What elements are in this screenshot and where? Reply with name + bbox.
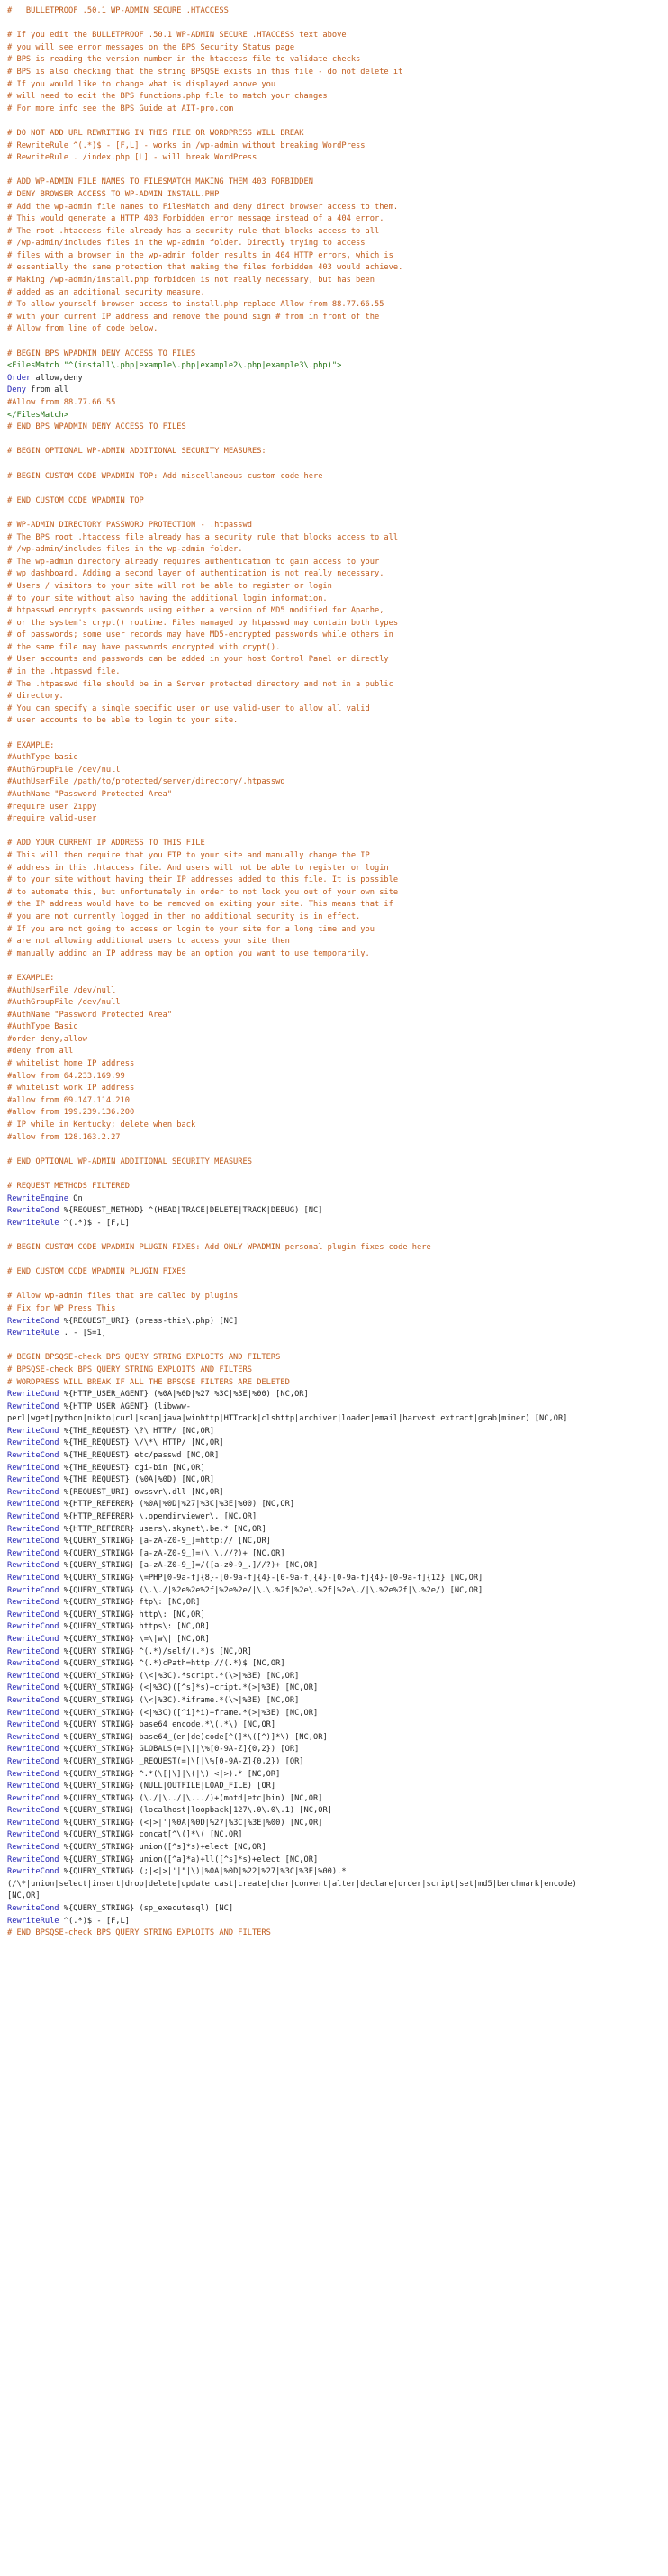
directive-line xyxy=(7,1744,661,1756)
comment-line: # END CUSTOM CODE WPADMIN TOP xyxy=(7,495,144,505)
directive-value: %{THE_REQUEST} \/\*\ HTTP/ [NC,OR] xyxy=(59,1438,224,1448)
comment-line: # added as an additional security measure. xyxy=(7,287,205,297)
blank-line xyxy=(7,115,661,128)
directive-line xyxy=(7,1646,661,1659)
directive-line xyxy=(7,1621,661,1634)
comment-line: #AuthName "Password Protected Area" xyxy=(7,790,173,799)
directive-value: %{QUERY_STRING} [a-zA-Z0-9_]=http:// [NC,OR] xyxy=(59,1537,271,1547)
blank-line xyxy=(7,1279,661,1292)
blank-line xyxy=(7,18,661,31)
comment-line: # IP while in Kentucky; delete when back xyxy=(7,1120,196,1130)
continuation-line: (/\*|union|select|insert|drop|delete|update|cast|create|char|convert|alter|declare|order|script|set|md5|benchmark|encode) xyxy=(7,1879,577,1889)
blank-line xyxy=(7,336,661,349)
blank-line xyxy=(7,960,661,973)
comment-line: # with your current IP address and remove the pound sign # from in front of the xyxy=(7,312,380,322)
directive-keyword: RewriteCond xyxy=(7,1537,59,1547)
directive-line xyxy=(7,1866,661,1879)
directive-line xyxy=(7,1719,661,1732)
directive-line xyxy=(7,1463,661,1475)
blank-line xyxy=(7,165,661,177)
directive-keyword: RewriteCond xyxy=(7,1426,59,1436)
directive-value: %{QUERY_STRING} (<|>|'|%0A|%0D|%27|%3C|%3E|%00) [NC,OR] xyxy=(59,1818,323,1828)
directive-keyword: RewriteCond xyxy=(7,1206,59,1216)
comment-line: #AuthUserFile /path/to/protected/server/directory/.htpasswd xyxy=(7,777,285,787)
comment-line: # User accounts and passwords can be added in your host Control Panel or directly xyxy=(7,655,389,665)
comment-line: # ADD WP-ADMIN FILE NAMES TO FILESMATCH MAKING THEM 403 FORBIDDEN xyxy=(7,177,313,187)
directive-line xyxy=(7,1205,661,1218)
comment-line: # /wp-admin/includes files in the wp-admin folder. Directly trying to access xyxy=(7,239,366,249)
blank-line xyxy=(7,1144,661,1156)
directive-keyword: RewriteCond xyxy=(7,1610,59,1619)
comment-line: # END BPSQSE-check BPS QUERY STRING EXPLOITS AND FILTERS xyxy=(7,1928,271,1938)
comment-line: # BPS is reading the version number in the htaccess file to validate checks xyxy=(7,55,361,65)
directive-keyword: RewriteCond xyxy=(7,1598,59,1608)
directive-line xyxy=(7,1842,661,1855)
directive-value: %{THE_REQUEST} etc/passwd [NC,OR] xyxy=(59,1451,220,1461)
directive-line xyxy=(7,1560,661,1573)
comment-line: # user accounts to be able to login to your site. xyxy=(7,716,239,726)
blank-line xyxy=(7,728,661,740)
comment-line: # BEGIN OPTIONAL WP-ADMIN ADDITIONAL SECURITY MEASURES: xyxy=(7,447,266,457)
comment-line: # BPS is also checking that the string BPSQSE exists in this file - do not delete it xyxy=(7,67,403,77)
directive-keyword: RewriteCond xyxy=(7,1904,59,1914)
blank-line xyxy=(7,458,661,471)
directive-keyword: RewriteCond xyxy=(7,1806,59,1816)
directive-line xyxy=(7,1426,661,1438)
directive-value: from all xyxy=(25,385,68,395)
comment-line: # BULLETPROOF .50.1 WP-ADMIN SECURE .HTACCESS xyxy=(7,6,229,15)
directive-keyword: RewriteCond xyxy=(7,1646,59,1656)
comment-line: # files with a browser in the wp-admin folder results in 404 HTTP errors, which is xyxy=(7,250,393,260)
comment-line: # END OPTIONAL WP-ADMIN ADDITIONAL SECURITY MEASURES xyxy=(7,1156,252,1166)
directive-value: %{QUERY_STRING} (<|%3C)([^s]*s)+cript.*(>|%3E) [NC,OR] xyxy=(59,1683,319,1693)
comment-line: # /wp-admin/includes files in the wp-admin folder. xyxy=(7,545,243,555)
directive-line xyxy=(7,1218,661,1230)
comment-line: # EXAMPLE: xyxy=(7,973,55,983)
directive-value: %{QUERY_STRING} \=\|w\| [NC,OR] xyxy=(59,1634,210,1644)
directive-value: %{QUERY_STRING} (;|<|>|'|"|\)|%0A|%0D|%22|%27|%3C|%3E|%00).* xyxy=(59,1867,347,1877)
directive-value: allow,deny xyxy=(31,373,83,383)
directive-line xyxy=(7,1658,661,1671)
comment-line: # If you are not going to access or login to your site for a long time and you xyxy=(7,924,375,934)
directive-value: %{HTTP_REFERER} (%0A|%0D|%27|%3C|%3E|%00) [NC,OR] xyxy=(59,1500,295,1510)
comment-line: # wp dashboard. Adding a second layer of authentication is not really necessary. xyxy=(7,569,384,579)
directive-keyword: RewriteCond xyxy=(7,1843,59,1853)
directive-line xyxy=(7,385,661,397)
comment-line: # to your site without also having the additional login information. xyxy=(7,594,328,603)
comment-line: # Allow wp-admin files that are called by plugins xyxy=(7,1292,239,1302)
directive-value: %{QUERY_STRING} ftp\: [NC,OR] xyxy=(59,1598,201,1608)
directive-value: %{HTTP_REFERER} \.opendirviewer\. [NC,OR] xyxy=(59,1512,257,1522)
directive-value: %{QUERY_STRING} (localhost|loopback|127\.0\.0\.1) [NC,OR] xyxy=(59,1806,332,1816)
comment-line: # RewriteRule ^(.*)$ - [F,L] - works in /wp-admin without breaking WordPress xyxy=(7,141,366,150)
comment-line: # END CUSTOM CODE WPADMIN PLUGIN FIXES xyxy=(7,1267,186,1277)
directive-line xyxy=(7,1634,661,1646)
comment-line: # Making /wp-admin/install.php forbidden is not really necessary, but has been xyxy=(7,276,375,286)
directive-line xyxy=(7,1829,661,1842)
directive-value: %{QUERY_STRING} base64_(en|de)code[^(]*\([^)]*\) [NC,OR] xyxy=(59,1732,328,1742)
comment-line: #AuthName "Password Protected Area" xyxy=(7,1010,173,1020)
comment-line: # BEGIN BPSQSE-check BPS QUERY STRING EXPLOITS AND FILTERS xyxy=(7,1353,281,1363)
comment-line: # To allow yourself browser access to install.php replace Allow from 88.77.66.55 xyxy=(7,300,384,310)
directive-keyword: RewriteCond xyxy=(7,1659,59,1669)
directive-keyword: RewriteCond xyxy=(7,1855,59,1864)
directive-keyword: RewriteCond xyxy=(7,1793,59,1803)
directive-line xyxy=(7,1511,661,1524)
continuation-line: perl|wget|python|nikto|curl|scan|java|winhttp|HTTrack|clshttp|archiver|loader|email|harvest|extract|grab|miner) [NC,OR] xyxy=(7,1414,568,1424)
directive-line xyxy=(7,1683,661,1695)
comment-line: # whitelist work IP address xyxy=(7,1084,135,1093)
directive-keyword: RewriteCond xyxy=(7,1500,59,1510)
directive-value: %{HTTP_USER_AGENT} (libwww- xyxy=(59,1401,191,1411)
directive-value: %{REQUEST_URI} (press-this\.php) [NC] xyxy=(59,1316,239,1326)
directive-value: %{QUERY_STRING} ^(.*)cPath=http://(.*)$ [NC,OR] xyxy=(59,1659,285,1669)
comment-line: # will need to edit the BPS functions.php file to match your changes xyxy=(7,92,328,102)
directive-keyword: RewriteCond xyxy=(7,1622,59,1632)
blank-line xyxy=(7,1168,661,1181)
directive-value: %{THE_REQUEST} \?\ HTTP/ [NC,OR] xyxy=(59,1426,215,1436)
comment-line: #allow from 128.163.2.27 xyxy=(7,1132,121,1142)
comment-line: # are not allowing additional users to access your site then xyxy=(7,937,290,947)
directive-value: %{THE_REQUEST} (%0A|%0D) [NC,OR] xyxy=(59,1475,215,1485)
comment-line: # DO NOT ADD URL REWRITING IN THIS FILE OR WORDPRESS WILL BREAK xyxy=(7,128,304,138)
directive-line xyxy=(7,1781,661,1793)
directive-value: %{QUERY_STRING} concat[^\(]*\( [NC,OR] xyxy=(59,1830,243,1840)
comment-line: # If you edit the BULLETPROOF .50.1 WP-ADMIN SECURE .HTACCESS text above xyxy=(7,31,347,41)
comment-line: # essentially the same protection that making the files forbidden 403 would achieve. xyxy=(7,263,403,273)
comment-line: #allow from 199.239.136.200 xyxy=(7,1108,135,1118)
directive-line xyxy=(7,1769,661,1782)
comment-line: #Allow from 88.77.66.55 xyxy=(7,398,116,407)
blank-line xyxy=(7,434,661,447)
directive-keyword: RewriteCond xyxy=(7,1671,59,1681)
comment-line: # The .htpasswd file should be in a Server protected directory and not in a public xyxy=(7,679,393,689)
comment-line: #order deny,allow xyxy=(7,1034,87,1044)
directive-keyword: RewriteCond xyxy=(7,1732,59,1742)
directive-line xyxy=(7,1487,661,1500)
directive-line xyxy=(7,1916,661,1928)
directive-line xyxy=(7,1548,661,1561)
directive-value: %{THE_REQUEST} cgi-bin [NC,OR] xyxy=(59,1463,205,1473)
directive-value: %{REQUEST_URI} owssvr\.dll [NC,OR] xyxy=(59,1487,224,1497)
comment-line: # the IP address would have to be removed on exiting your site. This means that if xyxy=(7,900,393,910)
comment-line: # the same file may have passwords encrypted with crypt(). xyxy=(7,642,281,652)
comment-line: # ADD YOUR CURRENT IP ADDRESS TO THIS FILE xyxy=(7,839,205,848)
comment-line: # BEGIN CUSTOM CODE WPADMIN PLUGIN FIXES: Add ONLY WPADMIN personal plugin fixes code here xyxy=(7,1242,431,1252)
comment-line: # or the system's crypt() routine. Files managed by htpasswd may contain both types xyxy=(7,618,399,628)
directive-value: %{QUERY_STRING} [a-zA-Z0-9_]=(\.\.//?)+ [NC,OR] xyxy=(59,1548,285,1558)
directive-value: %{QUERY_STRING} (\./|\../|\.../)+(motd|etc|bin) [NC,OR] xyxy=(59,1793,323,1803)
directive-value: %{QUERY_STRING} _REQUEST(=|\[|\%[0-9A-Z]{0,2}) [OR] xyxy=(59,1756,304,1766)
directive-keyword: RewriteCond xyxy=(7,1756,59,1766)
comment-line: # DENY BROWSER ACCESS TO WP-ADMIN INSTALL.PHP xyxy=(7,189,220,199)
directive-keyword: RewriteCond xyxy=(7,1720,59,1730)
directive-line xyxy=(7,1732,661,1745)
directive-line xyxy=(7,1708,661,1720)
directive-value: %{QUERY_STRING} [a-zA-Z0-9_]=/([a-z0-9_.]//?)+ [NC,OR] xyxy=(59,1561,319,1571)
comment-line: # Fix for WP Press This xyxy=(7,1303,116,1313)
blank-line xyxy=(7,507,661,520)
comment-line: # Users / visitors to your site will not be able to register or login xyxy=(7,581,332,591)
directive-line xyxy=(7,1597,661,1610)
comment-line: # to automate this, but unfortunately in order to not lock you out of your own site xyxy=(7,887,399,897)
directive-value: %{QUERY_STRING} (\<|%3C).*script.*(\>|%3E) [NC,OR] xyxy=(59,1671,300,1681)
comment-line: # manually adding an IP address may be an option you want to use temporarily. xyxy=(7,948,370,958)
comment-line: # address in this .htaccess file. And users will not be able to register or login xyxy=(7,863,389,873)
directive-value: %{QUERY_STRING} https\: [NC,OR] xyxy=(59,1622,210,1632)
directive-value: ^(.*)$ - [F,L] xyxy=(59,1916,131,1926)
comment-line: # EXAMPLE: xyxy=(7,740,55,750)
directive-keyword: RewriteCond xyxy=(7,1745,59,1755)
blank-line xyxy=(7,1229,661,1242)
directive-value: %{QUERY_STRING} union([^s]*s)+elect [NC,OR] xyxy=(59,1843,266,1853)
comment-line: # to your site without having their IP addresses added to this file. It is possible xyxy=(7,875,399,885)
comment-line: # If you would like to change what is displayed above you xyxy=(7,79,276,89)
directive-line xyxy=(7,1524,661,1537)
directive-keyword: RewriteCond xyxy=(7,1548,59,1558)
directive-value: ^(.*)$ - [F,L] xyxy=(59,1218,131,1228)
directive-keyword: RewriteCond xyxy=(7,1390,59,1400)
blank-line xyxy=(7,483,661,495)
directive-line xyxy=(7,1855,661,1867)
directive-keyword: RewriteCond xyxy=(7,1316,59,1326)
directive-value: %{QUERY_STRING} http\: [NC,OR] xyxy=(59,1610,205,1619)
directive-value: %{QUERY_STRING} (sp_executesql) [NC] xyxy=(59,1904,234,1914)
directive-keyword: RewriteEngine xyxy=(7,1193,68,1203)
directive-keyword: RewriteCond xyxy=(7,1475,59,1485)
directive-keyword: RewriteRule xyxy=(7,1916,59,1926)
directive-line xyxy=(7,1450,661,1463)
comment-line: #require user Zippy xyxy=(7,802,97,812)
directive-keyword: RewriteRule xyxy=(7,1218,59,1228)
directive-value: %{QUERY_STRING} ^.*(\[|\]|\(|\)|<|>).* [NC,OR] xyxy=(59,1769,281,1779)
directive-keyword: RewriteCond xyxy=(7,1463,59,1473)
comment-line: # Add the wp-admin file names to FilesMatch and deny direct browser access to them. xyxy=(7,202,399,212)
directive-value: %{REQUEST_METHOD} ^(HEAD|TRACE|DELETE|TRACK|DEBUG) [NC] xyxy=(59,1206,323,1216)
directive-keyword: RewriteCond xyxy=(7,1561,59,1571)
directive-line xyxy=(7,1805,661,1818)
directive-line xyxy=(7,1328,661,1340)
comment-line: #AuthGroupFile /dev/null xyxy=(7,998,121,1008)
blank-line xyxy=(7,826,661,839)
comment-line: # BEGIN BPS WPADMIN DENY ACCESS TO FILES xyxy=(7,349,196,358)
directive-keyword: RewriteCond xyxy=(7,1695,59,1705)
directive-value: %{QUERY_STRING} (NULL|OUTFILE|LOAD_FILE) [OR] xyxy=(59,1782,276,1791)
directive-line xyxy=(7,1818,661,1830)
comment-line: # The root .htaccess file already has a security rule that blocks access to all xyxy=(7,226,380,236)
comment-line: #AuthGroupFile /dev/null xyxy=(7,765,121,775)
directive-keyword: RewriteCond xyxy=(7,1438,59,1448)
directive-value: %{QUERY_STRING} (\.\./|%2e%2e%2f|%2e%2e/|\.\.%2f|%2e\.%2f|%2e\./|\.%2e%2f|\.%2e/) [NC,OR] xyxy=(59,1585,483,1595)
directive-value: On xyxy=(68,1193,83,1203)
tag-line: <FilesMatch "^(install\.php|example\.php|example2\.php|example3\.php)"> xyxy=(7,361,342,371)
comment-line: # You can specify a single specific user or use valid-user to allow all valid xyxy=(7,703,370,713)
directive-keyword: RewriteCond xyxy=(7,1451,59,1461)
directive-line xyxy=(7,1499,661,1511)
comment-line: # This will then require that you FTP to your site and manually change the IP xyxy=(7,850,370,860)
comment-line: # BPSQSE-check BPS QUERY STRING EXPLOITS AND FILTERS xyxy=(7,1365,252,1374)
directive-keyword: RewriteCond xyxy=(7,1867,59,1877)
comment-line: # BEGIN CUSTOM CODE WPADMIN TOP: Add miscellaneous custom code here xyxy=(7,471,323,481)
directive-keyword: RewriteCond xyxy=(7,1512,59,1522)
directive-line xyxy=(7,1401,661,1414)
directive-keyword: RewriteCond xyxy=(7,1830,59,1840)
directive-keyword: RewriteCond xyxy=(7,1401,59,1411)
comment-line: # of passwords; some user records may have MD5-encrypted passwords while others in xyxy=(7,630,393,640)
tag-line: </FilesMatch> xyxy=(7,410,68,420)
directive-value: %{QUERY_STRING} GLOBALS(=|\[|\%[0-9A-Z]{0,2}) [OR] xyxy=(59,1745,300,1755)
comment-line: # RewriteRule . /index.php [L] - will break WordPress xyxy=(7,153,257,163)
directive-line xyxy=(7,1316,661,1329)
directive-keyword: RewriteCond xyxy=(7,1782,59,1791)
directive-keyword: RewriteCond xyxy=(7,1574,59,1583)
blank-line xyxy=(7,1340,661,1353)
directive-value: %{HTTP_REFERER} users\.skynet\.be.* [NC,OR] xyxy=(59,1524,266,1534)
comment-line: #require valid-user xyxy=(7,814,97,824)
directive-value: %{QUERY_STRING} \=PHP[0-9a-f]{8}-[0-9a-f]{4}-[0-9a-f]{4}-[0-9a-f]{4}-[0-9a-f]{12} [NC,OR] xyxy=(59,1574,483,1583)
comment-line: #AuthType basic xyxy=(7,753,78,763)
directive-line xyxy=(7,1585,661,1598)
directive-keyword: RewriteCond xyxy=(7,1585,59,1595)
directive-line xyxy=(7,1671,661,1683)
directive-line xyxy=(7,1695,661,1708)
comment-line: # directory. xyxy=(7,692,64,702)
comment-line: # WP-ADMIN DIRECTORY PASSWORD PROTECTION - .htpasswd xyxy=(7,520,252,530)
comment-line: # The BPS root .htaccess file already has a security rule that blocks access to all xyxy=(7,532,399,542)
directive-line xyxy=(7,1438,661,1450)
directive-keyword: RewriteCond xyxy=(7,1487,59,1497)
directive-keyword: Deny xyxy=(7,385,26,395)
continuation-line: [NC,OR] xyxy=(7,1891,41,1901)
comment-line: # whitelist home IP address xyxy=(7,1059,135,1069)
comment-line: #allow from 69.147.114.210 xyxy=(7,1095,130,1105)
directive-line xyxy=(7,1793,661,1806)
directive-keyword: RewriteCond xyxy=(7,1708,59,1718)
comment-line: # you are not currently logged in then no additional security is in effect. xyxy=(7,912,361,921)
comment-line: # in the .htpasswd file. xyxy=(7,667,121,677)
directive-value: %{QUERY_STRING} base64_encode.*\(.*\) [NC,OR] xyxy=(59,1720,276,1730)
comment-line: #AuthType Basic xyxy=(7,1022,78,1032)
comment-line: #allow from 64.233.169.99 xyxy=(7,1071,125,1081)
directive-value: %{QUERY_STRING} ^(.*)/self/(.*)$ [NC,OR] xyxy=(59,1646,252,1656)
comment-line: # This would generate a HTTP 403 Forbidden error message instead of a 404 error. xyxy=(7,214,384,224)
directive-line xyxy=(7,1536,661,1548)
directive-value: %{QUERY_STRING} (\<|%3C).*iframe.*(\>|%3E) [NC,OR] xyxy=(59,1695,300,1705)
directive-value: %{QUERY_STRING} (<|%3C)([^i]*i)+frame.*(>|%3E) [NC,OR] xyxy=(59,1708,319,1718)
directive-keyword: Order xyxy=(7,373,32,383)
comment-line: # Allow from line of code below. xyxy=(7,324,158,334)
directive-line xyxy=(7,1474,661,1487)
directive-line xyxy=(7,1756,661,1769)
directive-keyword: RewriteCond xyxy=(7,1634,59,1644)
comment-line: # WORDPRESS WILL BREAK IF ALL THE BPSQSE FILTERS ARE DELETED xyxy=(7,1377,290,1387)
comment-line: # For more info see the BPS Guide at AIT-pro.com xyxy=(7,104,234,113)
directive-line xyxy=(7,1193,661,1206)
comment-line: # The wp-admin directory already requires authentication to gain access to your xyxy=(7,557,380,567)
directive-keyword: RewriteRule xyxy=(7,1329,59,1338)
directive-keyword: RewriteCond xyxy=(7,1769,59,1779)
directive-value: %{HTTP_USER_AGENT} (%0A|%0D|%27|%3C|%3E|%00) [NC,OR] xyxy=(59,1390,309,1400)
blank-line xyxy=(7,1255,661,1267)
directive-keyword: RewriteCond xyxy=(7,1818,59,1828)
directive-value: . - [S=1] xyxy=(59,1329,106,1338)
comment-line: # htpasswd encrypts passwords using either a version of MD5 modified for Apache, xyxy=(7,606,384,616)
comment-line: # REQUEST METHODS FILTERED xyxy=(7,1182,130,1191)
directive-keyword: RewriteCond xyxy=(7,1524,59,1534)
comment-line: #AuthUserFile /dev/null xyxy=(7,985,116,995)
comment-line: # END BPS WPADMIN DENY ACCESS TO FILES xyxy=(7,422,186,432)
directive-line xyxy=(7,1903,661,1916)
comment-line: #deny from all xyxy=(7,1047,74,1057)
directive-value: %{QUERY_STRING} union([^a]*a)+ll([^s]*s)+elect [NC,OR] xyxy=(59,1855,319,1864)
directive-line xyxy=(7,1610,661,1622)
directive-keyword: RewriteCond xyxy=(7,1683,59,1693)
comment-line: # you will see error messages on the BPS Security Status page xyxy=(7,42,295,52)
directive-line xyxy=(7,1389,661,1401)
directive-line xyxy=(7,373,661,385)
directive-line xyxy=(7,1573,661,1585)
